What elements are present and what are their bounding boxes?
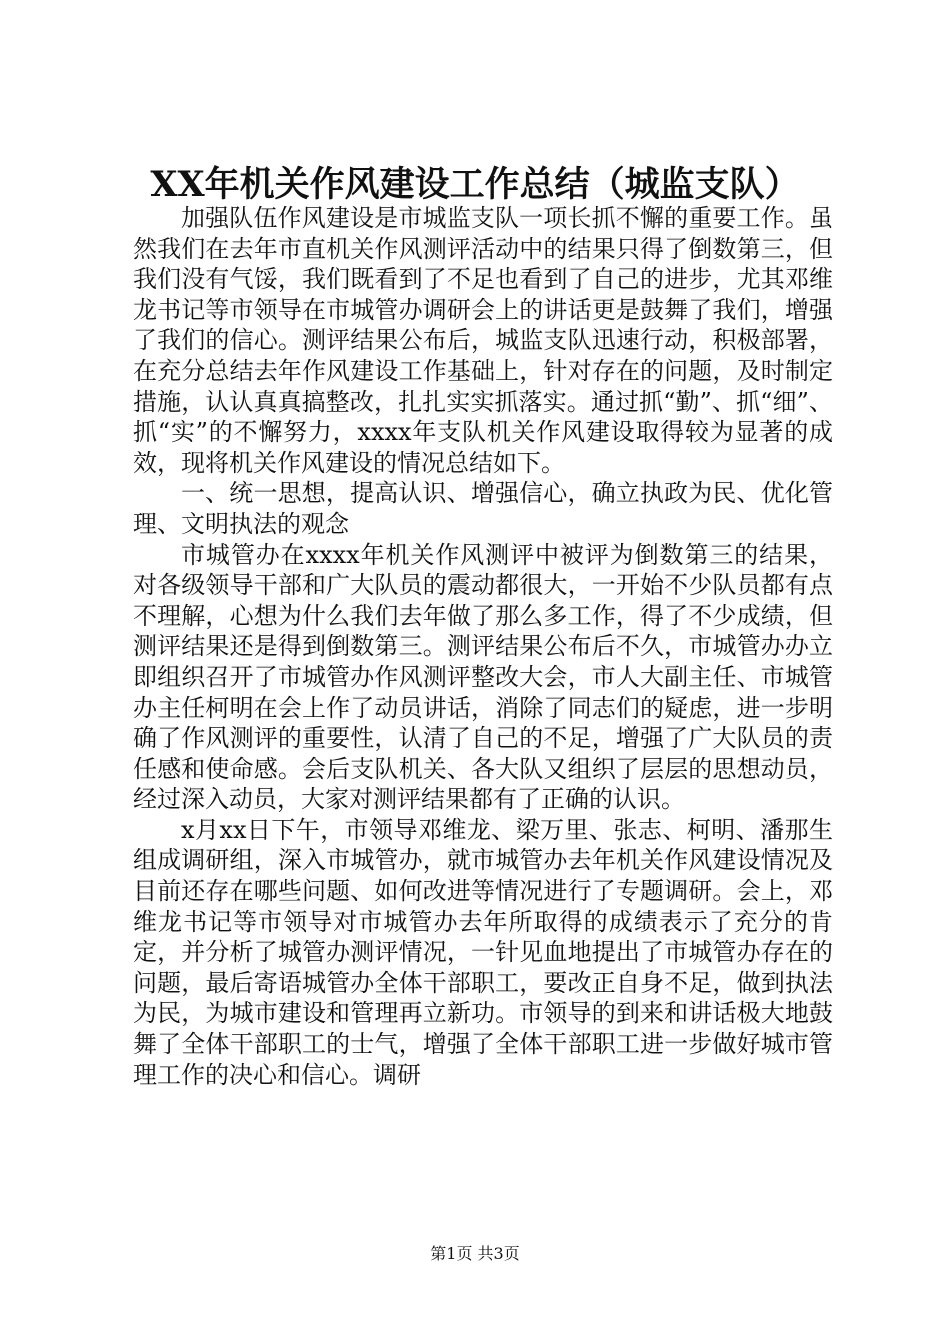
paragraph-intro: 加强队伍作风建设是市城监支队一项长抓不懈的重要工作。虽然我们在去年市直机关作风测评活动中的结果只得了倒数第三，但我们没有气馁，我们既看到了不足也看到了自己的进步，尤其邓维龙书记等市领导在市城管办调研会上的讲话更是鼓舞了我们，增强了我们的信心。测评结果公布后，城监支队迅速行动，积极部署，在充分总结去年作风建设工作基础上，针对存在的问题，及时制定措施，认认真真搞整改，扎扎实实抓落实。通过抓“勤”、抓“细”、抓“实”的不懈努力，xxxx年支队机关作风建设取得较为显著的成效，现将机关作风建设的情况总结如下。 xyxy=(133,204,833,477)
page-footer: 第1页 共3页 xyxy=(430,1244,520,1263)
section-heading-1: 一、统一思想，提高认识、增强信心，确立执政为民、优化管理、文明执法的观念 xyxy=(133,479,833,538)
paragraph-section-1: 市城管办在xxxx年机关作风测评中被评为倒数第三的结果，对各级领导干部和广大队员的震动都很大，一开始不少队员都有点不理解，心想为什么我们去年做了那么多工作，得了不少成绩，但测评结果还是得到倒数第三。测评结果公布后不久，市城管办办立即组织召开了市城管办作风测评整改大会，市人大副主任、市城管办主任柯明在会上作了动员讲话，消除了同志们的疑虑，进一步明确了作风测评的重要性，认清了自己的不足，增强了广大队员的责任感和使命感。会后支队机关、各大队又组织了层层的思想动员，经过深入动员，大家对测评结果都有了正确的认识。 xyxy=(133,540,833,814)
document-title: XX年机关作风建设工作总结（城监支队） xyxy=(150,164,800,205)
document-body xyxy=(133,203,833,1090)
paragraph-research-visit: x月xx日下午，市领导邓维龙、梁万里、张志、柯明、潘那生组成调研组，深入市城管办，就市城管办去年机关作风建设情况及目前还存在哪些问题、如何改进等情况进行了专题调研。会上，邓维龙书记等市领导对市城管办去年所取得的成绩表示了充分的肯定，并分析了城管办测评情况，一针见血地提出了市城管办存在的问题，最后寄语城管办全体干部职工，要改正自身不足，做到执法为民，为城市建设和管理再立新功。市领导的到来和讲话极大地鼓舞了全体干部职工的士气，增强了全体干部职工进一步做好城市管理工作的决心和信心。调研 xyxy=(133,815,833,1089)
